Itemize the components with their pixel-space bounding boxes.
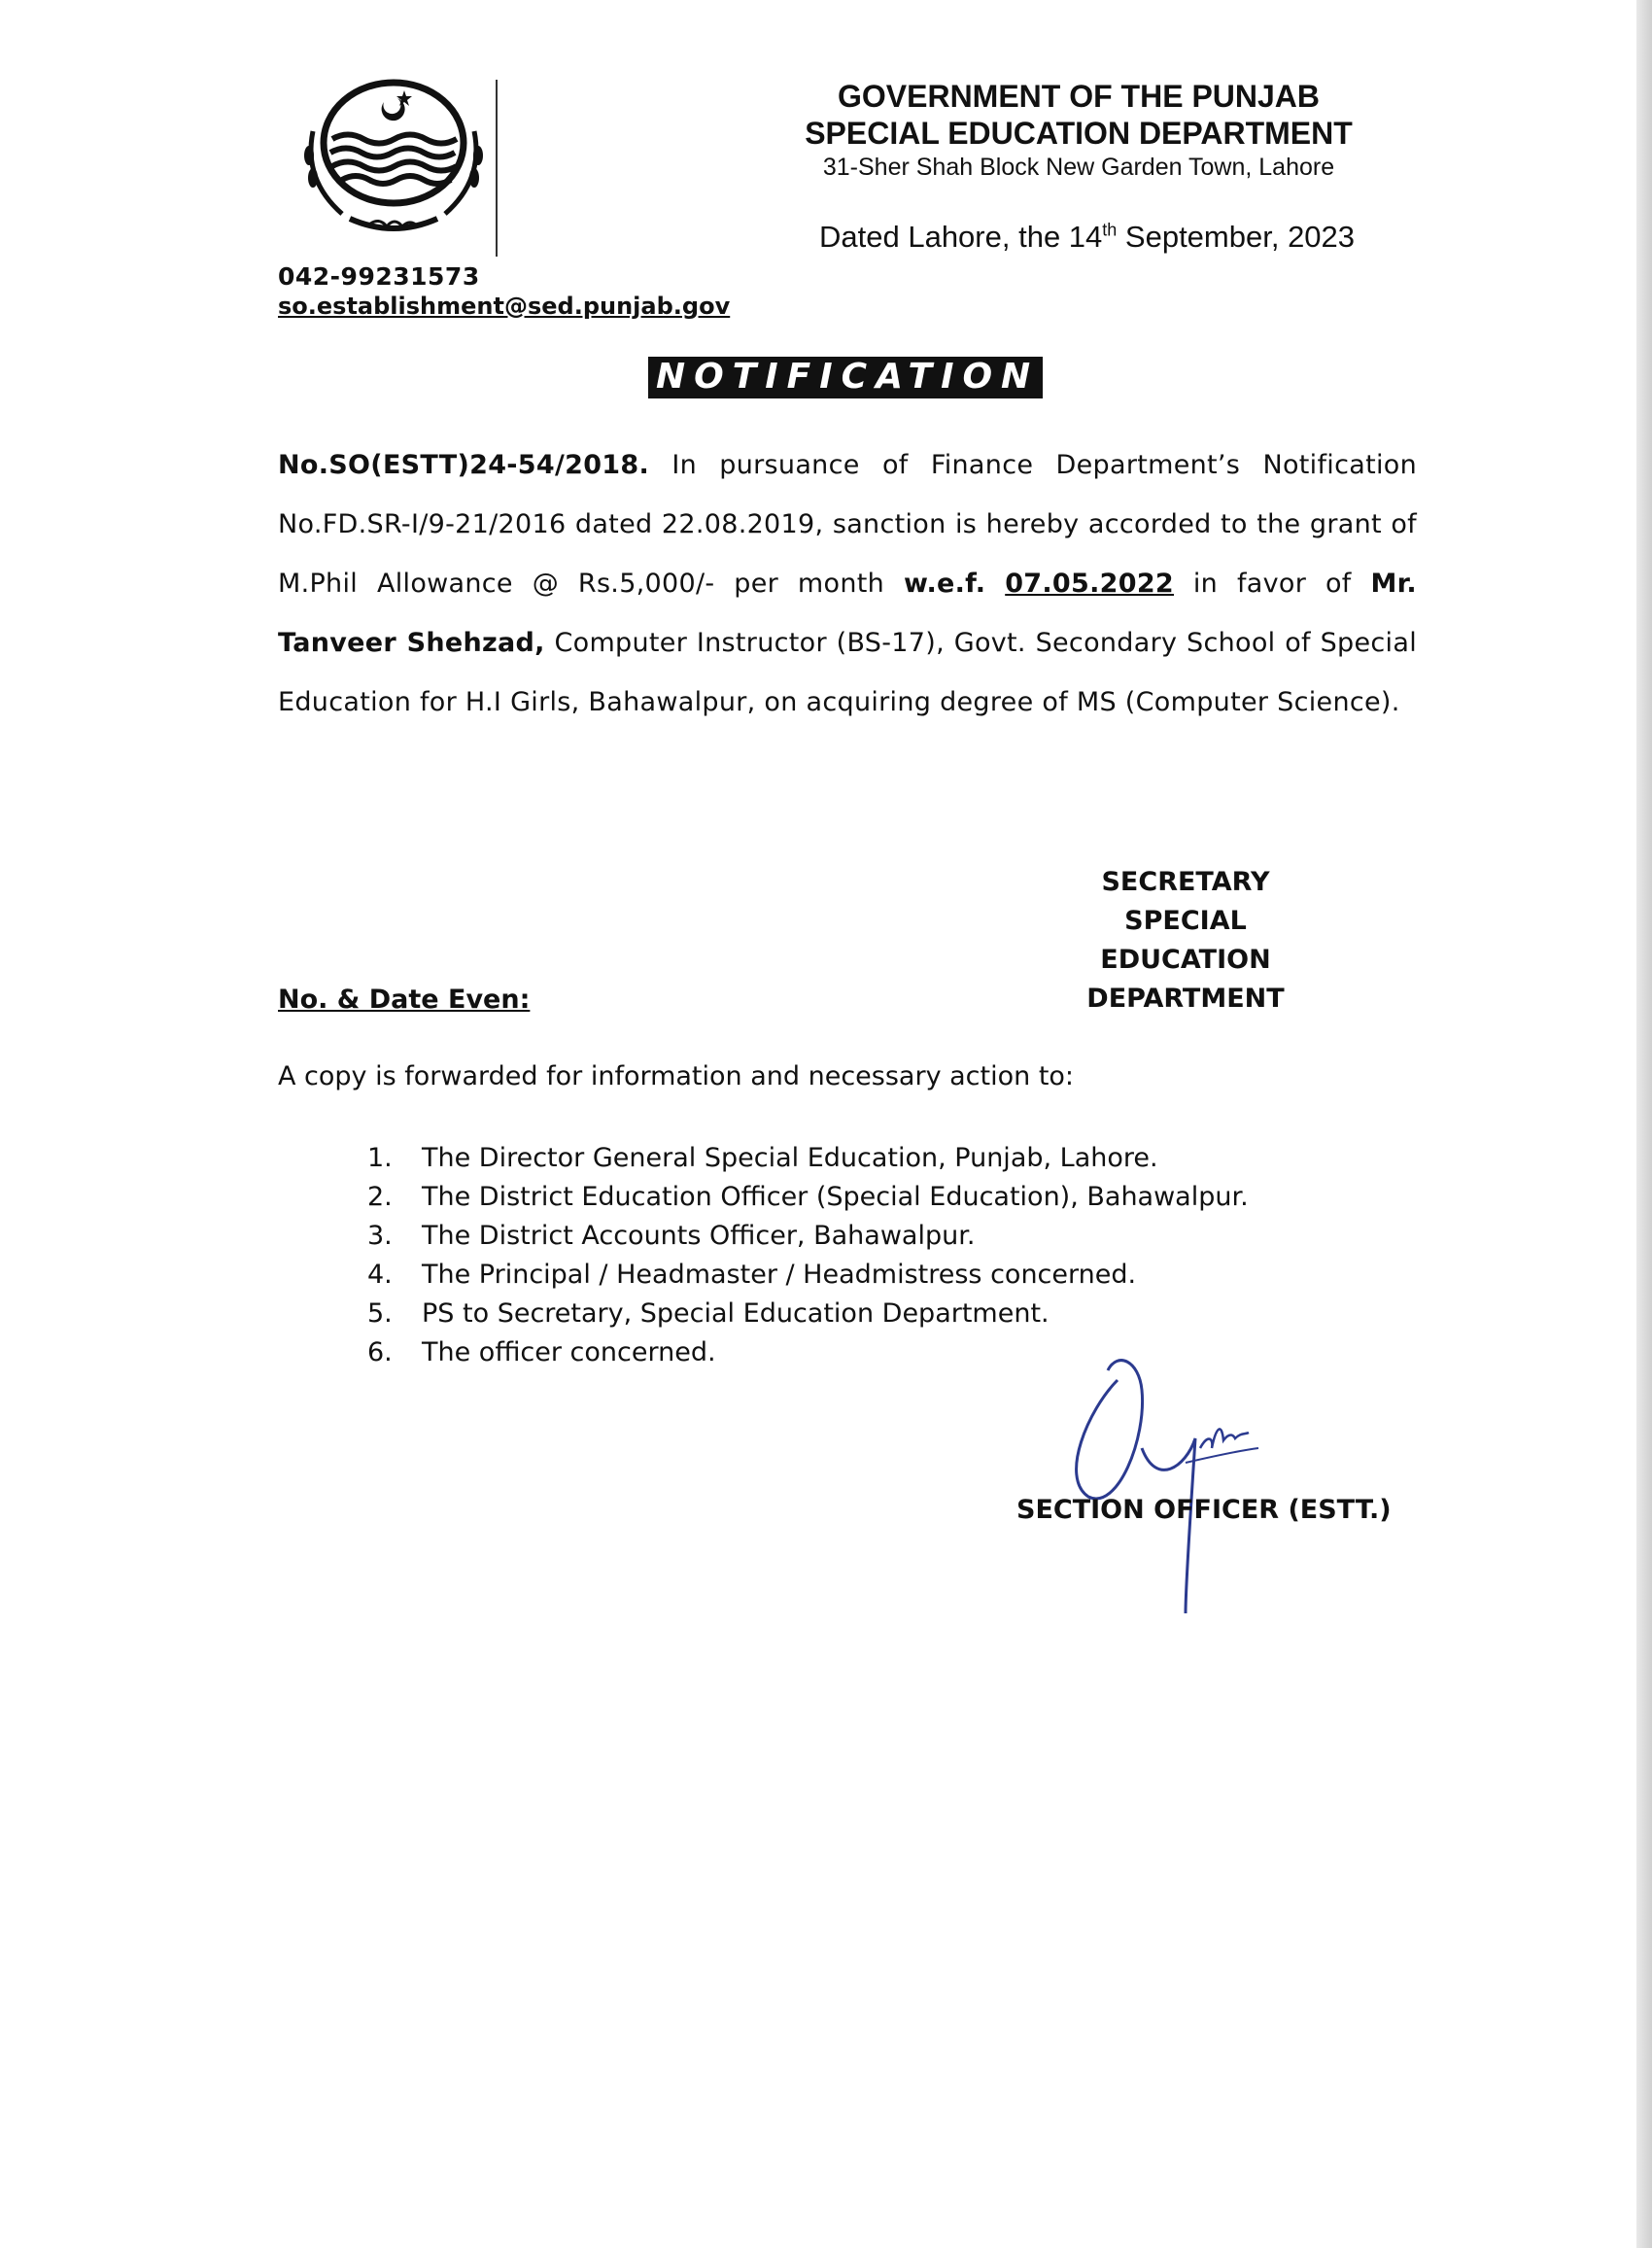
department-address: 31-Sher Shah Block New Garden Town, Lahore: [822, 154, 1335, 181]
list-item: 6. The officer concerned.: [367, 1337, 716, 1367]
wef-date: 07.05.2022: [1005, 569, 1174, 599]
wef-label: w.e.f.: [903, 569, 986, 599]
header-divider: [496, 80, 498, 257]
distribution-list: [367, 1139, 1249, 1372]
issue-date: Dated Lahore, the 14th September, 2023: [819, 220, 1356, 254]
list-item: 1. The Director General Special Education, Punjab, Lahore.: [367, 1143, 1158, 1173]
section-officer-title: SECTION OFFICER (ESTT.): [1016, 1495, 1392, 1525]
notification-body: No.SO(ESTT)24-54/2018. In pursuance of Finance Department’s Notification No.FD.SR-I/9-21/2016 dated 22.08.2019, sanction is hereby accorded to the grant of M.Phil Allowance @ Rs.5,000/- per month w.e.f. 07.05.2022 in favor of Mr. Tanveer Shehzad, Computer Instructor (BS-17), Govt. Secondary School of Special Education for H.I Girls, Bahawalpur, on acquiring degree of MS (Computer Science).: [278, 450, 1417, 717]
list-item: 3. The District Accounts Officer, Bahawalpur.: [367, 1221, 976, 1251]
reference-number: No.SO(ESTT)24-54/2018.: [278, 450, 650, 480]
notification-title: NOTIFICATION: [648, 357, 1043, 398]
department-name: SPECIAL EDUCATION DEPARTMENT: [805, 116, 1353, 151]
secretary-signatory: SECRETARY SPECIAL EDUCATION DEPARTMENT: [1086, 867, 1285, 1014]
letterhead: [758, 78, 1399, 183]
page-edge: [1636, 0, 1652, 2248]
person-name: Mr. Tanveer Shehzad,: [278, 569, 1417, 658]
no-date-even-heading: No. & Date Even:: [278, 985, 531, 1015]
punjab-government-emblem-icon: [292, 63, 496, 243]
list-item: 4. The Principal / Headmaster / Headmistress concerned.: [367, 1260, 1137, 1290]
notification-title-wrap: [648, 357, 1043, 398]
list-item: 5. PS to Secretary, Special Education Department.: [367, 1298, 1050, 1329]
forward-text: A copy is forwarded for information and necessary action to:: [278, 1061, 1075, 1091]
government-name: GOVERNMENT OF THE PUNJAB: [837, 79, 1321, 114]
contact-block: [278, 262, 730, 320]
handwritten-signature: [1050, 1341, 1283, 1623]
list-item: 2. The District Education Officer (Special Education), Bahawalpur.: [367, 1182, 1249, 1212]
phone-number: 042-99231573: [278, 262, 480, 291]
email-link[interactable]: so.establishment@sed.punjab.gov: [278, 293, 731, 320]
